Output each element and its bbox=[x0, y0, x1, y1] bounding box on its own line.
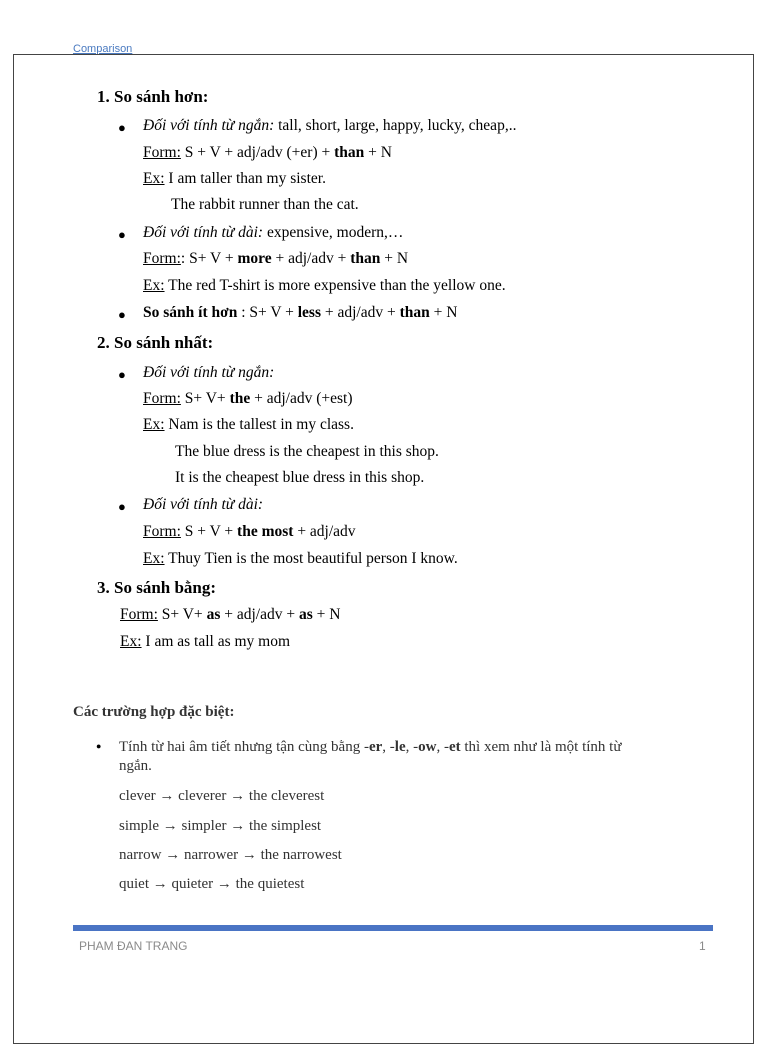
bullet-icon: ● bbox=[118, 120, 126, 135]
bullet-icon: ● bbox=[118, 227, 126, 242]
special-example: quiet → quieter → the quietest bbox=[119, 876, 305, 892]
s1-bullet-less: So sánh ít hơn : S+ V + less + adj/adv + than + N bbox=[143, 304, 458, 321]
s2-form-1: Form: S+ V+ the + adj/adv (+est) bbox=[143, 390, 353, 407]
special-rule-line-1: Tính từ hai âm tiết nhưng tận cùng bằng -er, -le, -ow, -et thì xem như là một tính từ bbox=[119, 739, 622, 755]
s1-bullet-short: Đối với tính từ ngắn: tall, short, large, happy, lucky, cheap,.. bbox=[143, 117, 517, 134]
s1-bullet-long: Đối với tính từ dài: expensive, modern,… bbox=[143, 224, 404, 241]
footer-page-number: 1 bbox=[699, 939, 706, 953]
s1-form-2: Form:: S+ V + more + adj/adv + than + N bbox=[143, 250, 409, 267]
page-frame bbox=[13, 54, 754, 1044]
s2-bullet-short: Đối với tính từ ngắn: bbox=[143, 364, 275, 381]
special-cases-title: Các trường hợp đặc biệt: bbox=[73, 704, 235, 720]
special-example: simple → simpler → the simplest bbox=[119, 818, 322, 834]
bullet-icon: ● bbox=[118, 367, 126, 382]
bullet-icon: ● bbox=[118, 307, 126, 322]
s2-example-2: The blue dress is the cheapest in this shop. bbox=[175, 443, 439, 460]
special-rule-line-2: ngắn. bbox=[119, 758, 152, 774]
footer-rule bbox=[73, 925, 713, 931]
bullet-icon: ● bbox=[96, 741, 102, 751]
header-label: Comparison bbox=[73, 43, 133, 55]
s1-example-2: The rabbit runner than the cat. bbox=[171, 196, 359, 213]
s1-example-1: Ex: I am taller than my sister. bbox=[143, 170, 326, 187]
special-example: clever → cleverer → the cleverest bbox=[119, 788, 325, 804]
section-1-heading: 1. So sánh hơn: bbox=[97, 87, 209, 106]
s2-form-2: Form: S + V + the most + adj/adv bbox=[143, 523, 356, 540]
bullet-icon: ● bbox=[118, 499, 126, 514]
s1-form-1: Form: S + V + adj/adv (+er) + than + N bbox=[143, 144, 392, 161]
s1-example-3: Ex: The red T-shirt is more expensive than the yellow one. bbox=[143, 277, 506, 294]
s3-example: Ex: I am as tall as my mom bbox=[120, 633, 291, 650]
footer-author: PHAM ĐAN TRANG bbox=[79, 939, 188, 953]
s2-example-4: Ex: Thuy Tien is the most beautiful person I know. bbox=[143, 550, 458, 567]
s2-example-1: Ex: Nam is the tallest in my class. bbox=[143, 416, 354, 433]
special-example: narrow → narrower → the narrowest bbox=[119, 847, 342, 863]
section-3-heading: 3. So sánh bằng: bbox=[97, 578, 217, 597]
section-2-heading: 2. So sánh nhất: bbox=[97, 333, 214, 352]
s2-bullet-long: Đối với tính từ dài: bbox=[143, 496, 264, 513]
s3-form: Form: S+ V+ as + adj/adv + as + N bbox=[120, 606, 341, 623]
s2-example-3: It is the cheapest blue dress in this shop. bbox=[175, 469, 425, 486]
